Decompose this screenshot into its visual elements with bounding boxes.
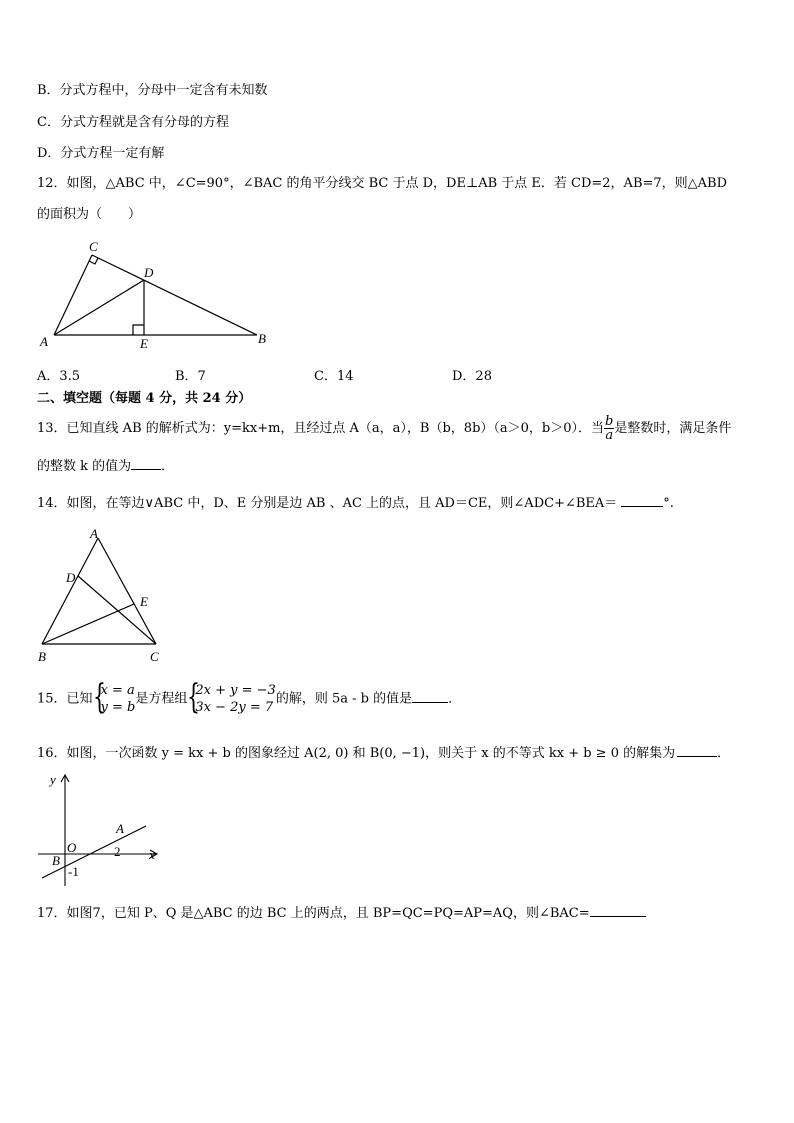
q12-number: 12．如图， — [37, 176, 106, 191]
q15-sys1-eq2: y = b — [100, 700, 136, 715]
q13-text — [37, 415, 731, 442]
q17-text — [37, 904, 646, 923]
q16-label-a: A — [116, 821, 124, 836]
q15-post: 的解，则 5a - b 的值是 — [275, 691, 413, 707]
q16-label-neg1: -1 — [68, 864, 79, 879]
q15-end: ． — [448, 691, 462, 707]
q13-frac-den: a — [605, 428, 614, 443]
q12-option-b: B．7 — [175, 369, 206, 384]
q12-option-c: C．14 — [314, 369, 354, 384]
q13-frac-num: b — [605, 414, 614, 429]
q13-stem-cont: 是整数时，满足条件 — [614, 421, 732, 436]
section-heading: 二、填空题（每题 4 分，共 24 分） — [37, 391, 252, 406]
q15-text — [37, 677, 462, 717]
q12-label-a: A — [40, 334, 48, 349]
q16-stem: 16．如图，一次函数 y = kx + b 的图象经过 A(2, 0) 和 B(0, −1)，则关于 x 的不等式 kx + b ≥ 0 的解集为 — [37, 746, 676, 761]
q16-label-b: B — [52, 853, 60, 868]
q14-label-e: E — [140, 594, 148, 609]
q14-figure — [34, 526, 174, 666]
q14-label-b: B — [38, 649, 46, 664]
q12-label-d: D — [144, 265, 154, 280]
q17-stem: 17．如图7，已知 P、Q 是△ABC 的边 BC 上的两点，且 BP=QC=PQ=AP=AQ，则∠BAC= — [37, 906, 590, 921]
q16-label-x: x — [149, 847, 155, 862]
q12-label-c: C — [89, 239, 98, 254]
q12-label-b: B — [258, 331, 266, 346]
q12-option-d: D．28 — [452, 369, 492, 384]
q13-text-cont — [37, 457, 174, 476]
q16-end: ． — [717, 746, 731, 761]
q15-mid: 是方程组 — [135, 691, 188, 707]
q16-figure — [36, 770, 166, 892]
q11-option-c: C．分式方程就是含有分母的方程 — [37, 115, 229, 130]
q16-text — [37, 744, 730, 763]
q13-answer-blank[interactable] — [131, 457, 161, 470]
q16-answer-blank[interactable] — [677, 744, 717, 757]
q16-label-o: O — [67, 840, 77, 855]
q13-end: ． — [161, 459, 175, 474]
q13-fraction — [604, 415, 614, 442]
q13-question: 的整数 k 的值为 — [37, 459, 132, 474]
q16-label-y: y — [50, 772, 56, 787]
q14-text — [37, 494, 674, 513]
q16-label-2: 2 — [114, 844, 121, 859]
q12-stem: △ABC 中，∠C=90°，∠BAC 的角平分线交 BC 于点 D，DE⊥AB 于点 E．若 CD=2，AB=7，则△ABD — [105, 176, 728, 191]
q17-answer-blank[interactable] — [590, 904, 646, 917]
q12-figure — [36, 236, 276, 352]
q14-answer-blank[interactable] — [621, 494, 663, 507]
q14-stem: 14．如图，在等边∨ABC 中，D、E 分别是边 AB 、AC 上的点，且 AD＝CE，则∠ADC+∠BEA＝ — [37, 496, 618, 511]
q15-sys2-eq1: 2x + y = −3 — [195, 683, 276, 698]
q12-option-a: A．3.5 — [37, 369, 81, 384]
q15-answer-blank[interactable] — [412, 690, 448, 703]
q14-label-d: D — [66, 570, 76, 585]
q13-stem: 13．已知直线 AB 的解析式为：y=kx+m，且经过点 A（a，a），B（b，8b）（a＞0，b＞0）．当 — [37, 421, 605, 436]
q11-option-b: B．分式方程中，分母中一定含有未知数 — [37, 83, 268, 98]
q12-label-e: E — [140, 336, 148, 351]
q14-label-a: A — [90, 526, 98, 541]
q15-sys1-eq1: x = a — [100, 683, 135, 698]
q14-tail: °. — [663, 496, 674, 511]
q14-label-c: C — [150, 649, 159, 664]
q15-sys2-eq2: 3x − 2y = 7 — [195, 700, 274, 715]
q15-pre: 15．已知 — [37, 691, 93, 707]
q12-text — [37, 175, 727, 193]
q15-system-2: { 2x + y = −3 3x − 2y = 7 — [187, 677, 276, 717]
q15-system-1: { x = a y = b — [92, 677, 136, 717]
q12-text-cont: 的面积为（ ） — [37, 207, 142, 222]
q11-option-d: D．分式方程一定有解 — [37, 146, 165, 161]
